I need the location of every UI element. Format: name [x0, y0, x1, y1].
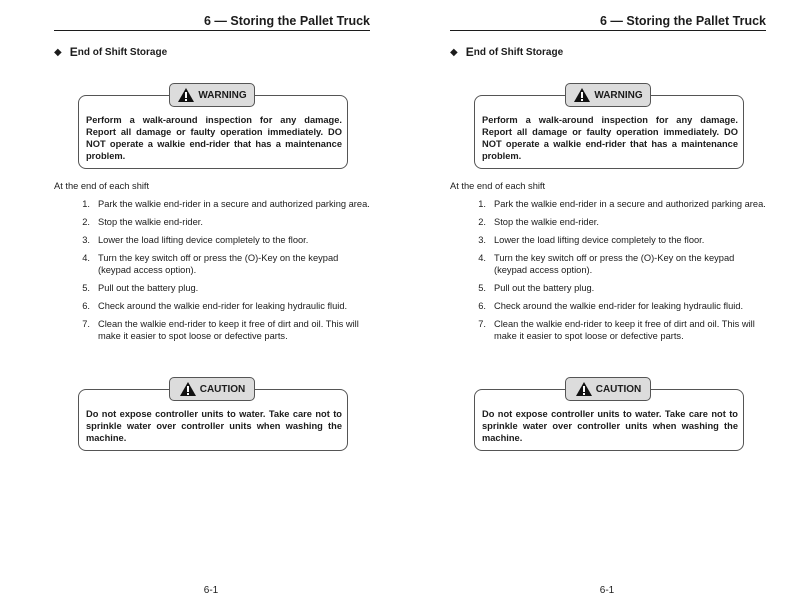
list-item [450, 198, 766, 210]
step-text: Pull out the battery plug. [98, 283, 199, 293]
step-text: Stop the walkie end-rider. [494, 217, 599, 227]
steps-list [54, 198, 370, 348]
header-rule [450, 30, 766, 31]
warning-triangle-icon [177, 87, 195, 103]
step-text: Clean the walkie end-rider to keep it free of dirt and oil. This will make it easier to spot loose or defective parts. [494, 319, 755, 341]
warning-text: Perform a walk-around inspection for any damage. Report all damage or faulty operation immediately. DO NOT operate a walkie end-rider that has a maintenance problem. [482, 115, 738, 161]
section-initial: E [69, 45, 78, 59]
page-header: 6 — Storing the Pallet Truck [203, 14, 370, 28]
list-item [54, 252, 370, 276]
step-number: 2. [82, 217, 90, 227]
step-text: Park the walkie end-rider in a secure and authorized parking area. [494, 199, 766, 209]
warning-label [565, 83, 651, 107]
list-item [450, 252, 766, 276]
list-item [54, 216, 370, 228]
step-number: 4. [478, 253, 486, 263]
caution-label-text: CAUTION [199, 383, 246, 395]
step-text: Clean the walkie end-rider to keep it free of dirt and oil. This will make it easier to spot loose or defective parts. [98, 319, 359, 341]
step-number: 1. [478, 199, 486, 209]
list-item [54, 234, 370, 246]
caution-box [78, 383, 348, 451]
section-title: nd of Shift Storage [77, 46, 168, 58]
warning-text: Perform a walk-around inspection for any damage. Report all damage or faulty operation immediately. DO NOT operate a walkie end-rider that has a maintenance problem. [86, 115, 342, 161]
step-text: Check around the walkie end-rider for leaking hydraulic fluid. [98, 301, 348, 311]
section-heading [54, 45, 167, 59]
header-rule [54, 30, 370, 31]
warning-box [474, 89, 744, 169]
page-number: 6-1 [203, 585, 219, 596]
list-item [450, 234, 766, 246]
list-item [450, 300, 766, 312]
right-page [396, 0, 792, 612]
list-item [450, 282, 766, 294]
step-number: 2. [478, 217, 486, 227]
step-number: 7. [478, 319, 486, 329]
step-number: 4. [82, 253, 90, 263]
warning-box [78, 89, 348, 169]
step-number: 5. [82, 283, 90, 293]
step-text: Turn the key switch off or press the (O)-Key on the keypad (keypad access option). [494, 253, 735, 275]
section-initial: E [465, 45, 474, 59]
warning-label [169, 83, 255, 107]
step-text: Lower the load lifting device completely to the floor. [494, 235, 705, 245]
warning-label-text: WARNING [594, 89, 643, 101]
intro-text: At the end of each shift [54, 181, 150, 191]
step-number: 1. [82, 199, 90, 209]
diamond-bullet-icon: ◆ [54, 46, 62, 58]
caution-label [565, 377, 651, 401]
step-number: 3. [478, 235, 486, 245]
caution-label-text: CAUTION [595, 383, 642, 395]
step-text: Turn the key switch off or press the (O)-Key on the keypad (keypad access option). [98, 253, 339, 275]
step-text: Park the walkie end-rider in a secure and authorized parking area. [98, 199, 370, 209]
section-title: nd of Shift Storage [473, 46, 564, 58]
list-item [54, 300, 370, 312]
page-header: 6 — Storing the Pallet Truck [599, 14, 766, 28]
page-number: 6-1 [599, 585, 615, 596]
caution-triangle-icon [575, 381, 593, 397]
step-text: Stop the walkie end-rider. [98, 217, 203, 227]
step-number: 7. [82, 319, 90, 329]
caution-label [169, 377, 255, 401]
step-number: 5. [478, 283, 486, 293]
list-item [54, 282, 370, 294]
step-number: 6. [82, 301, 90, 311]
warning-triangle-icon [573, 87, 591, 103]
list-item [54, 198, 370, 210]
caution-box [474, 383, 744, 451]
caution-text: Do not expose controller units to water. Take care not to sprinkle water over controller units when washing the machine. [482, 409, 738, 443]
diamond-bullet-icon: ◆ [450, 46, 458, 58]
caution-text: Do not expose controller units to water. Take care not to sprinkle water over controller units when washing the machine. [86, 409, 342, 443]
intro-text: At the end of each shift [450, 181, 546, 191]
warning-label-text: WARNING [198, 89, 247, 101]
section-heading [450, 45, 563, 59]
list-item [54, 318, 370, 342]
list-item [450, 318, 766, 342]
steps-list [450, 198, 766, 348]
step-number: 3. [82, 235, 90, 245]
list-item [450, 216, 766, 228]
step-text: Lower the load lifting device completely to the floor. [98, 235, 309, 245]
caution-triangle-icon [179, 381, 197, 397]
step-text: Pull out the battery plug. [494, 283, 595, 293]
step-text: Check around the walkie end-rider for leaking hydraulic fluid. [494, 301, 744, 311]
step-number: 6. [478, 301, 486, 311]
